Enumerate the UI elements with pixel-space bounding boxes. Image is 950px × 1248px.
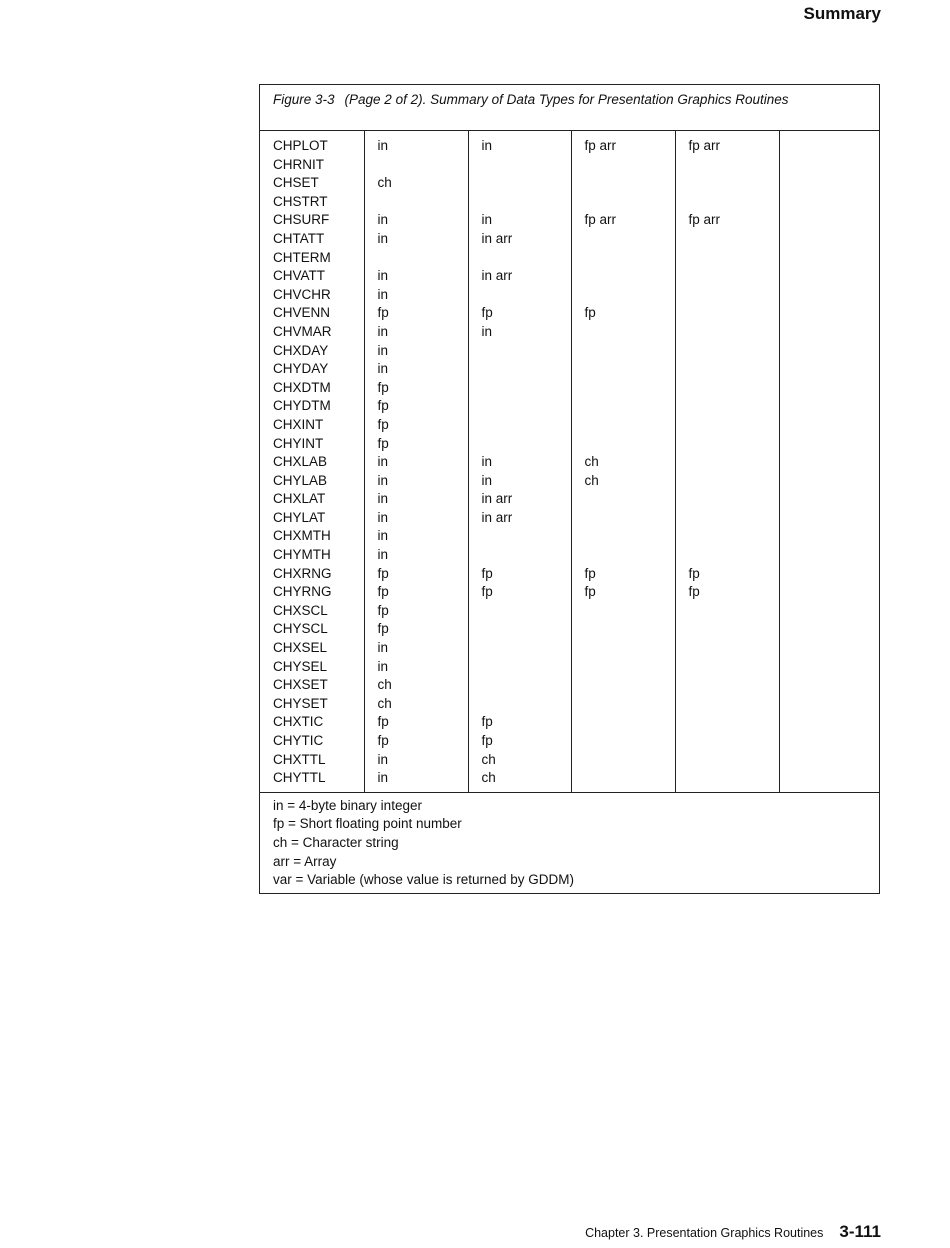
cell-value: fp: [481, 565, 493, 581]
cell-value: [689, 453, 779, 472]
cell-value: [793, 156, 880, 175]
cell-value: in: [377, 770, 389, 786]
routine-name: CHXINT: [273, 416, 324, 432]
cell-value: [585, 379, 675, 398]
data-types-table: [260, 131, 879, 792]
cell-value: [793, 416, 880, 435]
cell-value: [585, 416, 675, 435]
cell-value: [793, 286, 880, 305]
cell-value: ch: [377, 695, 392, 711]
cell-value: fp: [377, 416, 389, 432]
cell-value: [585, 695, 675, 714]
cell-value: [793, 527, 880, 546]
cell-value: [793, 676, 880, 695]
cell-value: [689, 156, 779, 175]
cell-value: [482, 416, 571, 435]
cell-value: [689, 509, 779, 528]
cell-value: [482, 435, 571, 454]
cell-value: [689, 249, 779, 268]
routine-name: CHYMTH: [273, 547, 331, 563]
routine-name: CHXTIC: [273, 714, 324, 730]
cell-value: fp: [584, 305, 596, 321]
routine-name: CHVCHR: [273, 286, 331, 302]
routine-name: CHYSCL: [273, 621, 328, 637]
cell-value: [689, 323, 779, 342]
cell-value: ch: [481, 770, 496, 786]
cell-value: [793, 713, 880, 732]
cell-value: in: [377, 286, 389, 302]
cell-value: [585, 490, 675, 509]
cell-value: [482, 658, 571, 677]
routine-name: CHVATT: [273, 268, 325, 284]
cell-value: in: [377, 212, 389, 228]
routine-name: CHXTTL: [273, 751, 326, 767]
cell-value: [689, 304, 779, 323]
cell-value: in arr: [481, 268, 513, 284]
chapter-title: Chapter 3. Presentation Graphics Routines: [585, 1226, 824, 1240]
routine-name: CHXDTM: [273, 379, 331, 395]
cell-value: [585, 713, 675, 732]
cell-value: [689, 416, 779, 435]
cell-value: [793, 267, 880, 286]
routine-name: CHYLAT: [273, 509, 326, 525]
routine-name: CHTATT: [273, 230, 325, 246]
cell-value: fp: [584, 584, 596, 600]
routine-name: CHSET: [273, 175, 319, 191]
cell-value: ch: [377, 677, 392, 693]
cell-value: [585, 435, 675, 454]
cell-value: [689, 193, 779, 212]
cell-value: [793, 397, 880, 416]
cell-value: [793, 769, 880, 788]
cell-value: fp arr: [584, 138, 617, 153]
cell-value: [689, 676, 779, 695]
cell-value: [793, 137, 880, 156]
cell-value: in: [481, 323, 493, 339]
cell-value: [585, 286, 675, 305]
cell-value: in: [377, 751, 389, 767]
param-2-column: [468, 131, 571, 792]
routine-name: CHYSET: [273, 695, 328, 711]
cell-value: [585, 658, 675, 677]
cell-value: [585, 620, 675, 639]
cell-value: ch: [481, 751, 496, 767]
cell-value: [482, 174, 571, 193]
cell-value: in arr: [481, 230, 513, 246]
cell-value: [793, 360, 880, 379]
cell-value: fp: [377, 584, 389, 600]
cell-value: fp arr: [688, 138, 721, 153]
cell-value: in: [481, 138, 493, 153]
cell-value: [585, 639, 675, 658]
cell-value: [689, 435, 779, 454]
cell-value: [482, 379, 571, 398]
cell-value: [482, 639, 571, 658]
cell-value: fp: [377, 565, 389, 581]
cell-value: [482, 193, 571, 212]
cell-value: [585, 397, 675, 416]
cell-value: in: [377, 454, 389, 470]
cell-value: in: [377, 528, 389, 544]
routine-name: CHYDAY: [273, 361, 329, 377]
cell-value: [793, 193, 880, 212]
cell-value: in arr: [481, 491, 513, 507]
cell-value: [793, 695, 880, 714]
routine-name-column: [260, 131, 364, 792]
legend: [260, 792, 879, 893]
cell-value: [689, 620, 779, 639]
param-5-column: [779, 131, 879, 792]
cell-value: [689, 602, 779, 621]
cell-value: in: [377, 268, 389, 284]
legend-item: fp = Short floating point number: [273, 816, 462, 832]
cell-value: fp: [584, 565, 596, 581]
running-title: Summary: [803, 4, 881, 23]
routine-name: CHXSEL: [273, 640, 328, 656]
cell-value: [585, 230, 675, 249]
cell-value: [585, 193, 675, 212]
legend-item: arr = Array: [273, 853, 337, 869]
legend-item: ch = Character string: [273, 834, 399, 850]
cell-value: [793, 620, 880, 639]
cell-value: fp: [377, 621, 389, 637]
cell-value: fp arr: [584, 212, 617, 228]
cell-value: [793, 658, 880, 677]
cell-value: [585, 174, 675, 193]
routine-name: CHXDAY: [273, 342, 329, 358]
cell-value: [793, 639, 880, 658]
cell-value: [585, 527, 675, 546]
page-number: 3-111: [839, 1222, 881, 1241]
cell-value: [378, 156, 468, 175]
cell-value: [482, 695, 571, 714]
cell-value: in: [377, 509, 389, 525]
cell-value: [585, 360, 675, 379]
cell-value: [482, 602, 571, 621]
cell-value: fp: [377, 398, 389, 414]
cell-value: [482, 676, 571, 695]
cell-value: fp: [377, 714, 389, 730]
cell-value: [793, 379, 880, 398]
cell-value: in: [377, 230, 389, 246]
figure-caption: [260, 85, 879, 131]
routine-name: CHYINT: [273, 435, 324, 451]
cell-value: fp: [377, 602, 389, 618]
cell-value: in: [377, 547, 389, 563]
cell-value: [689, 732, 779, 751]
cell-value: in: [481, 454, 493, 470]
cell-value: [793, 732, 880, 751]
cell-value: fp arr: [688, 212, 721, 228]
cell-value: fp: [481, 305, 493, 321]
cell-value: fp: [481, 714, 493, 730]
cell-value: [793, 546, 880, 565]
cell-value: [793, 602, 880, 621]
cell-value: [793, 435, 880, 454]
cell-value: [378, 193, 468, 212]
cell-value: fp: [688, 565, 700, 581]
cell-value: fp: [481, 733, 493, 748]
cell-value: [793, 174, 880, 193]
cell-value: [793, 249, 880, 268]
routine-name: CHXLAB: [273, 454, 328, 470]
cell-value: [482, 249, 571, 268]
cell-value: [585, 342, 675, 361]
cell-value: [482, 360, 571, 379]
cell-value: [482, 397, 571, 416]
cell-value: [689, 342, 779, 361]
cell-value: [689, 286, 779, 305]
routine-name: CHYTIC: [273, 733, 324, 748]
routine-name: CHPLOT: [273, 138, 328, 153]
cell-value: [585, 156, 675, 175]
cell-value: fp: [377, 379, 389, 395]
cell-value: [585, 546, 675, 565]
cell-value: [793, 472, 880, 491]
cell-value: [793, 583, 880, 602]
cell-value: [585, 249, 675, 268]
cell-value: fp: [481, 584, 493, 600]
cell-value: in: [481, 212, 493, 228]
cell-value: ch: [584, 472, 599, 488]
cell-value: [689, 360, 779, 379]
cell-value: [689, 713, 779, 732]
cell-value: fp: [377, 305, 389, 321]
cell-value: [793, 509, 880, 528]
legend-item: in = 4-byte binary integer: [273, 797, 422, 813]
cell-value: [482, 527, 571, 546]
routine-name: CHTERM: [273, 249, 331, 265]
cell-value: fp: [688, 584, 700, 600]
routine-name: CHXSET: [273, 677, 328, 693]
cell-value: [482, 286, 571, 305]
table-row: [260, 131, 879, 792]
cell-value: in: [481, 472, 493, 488]
cell-value: [378, 249, 468, 268]
cell-value: [585, 676, 675, 695]
cell-value: in: [377, 361, 389, 377]
cell-value: fp: [377, 435, 389, 451]
cell-value: in arr: [481, 509, 513, 525]
cell-value: [585, 509, 675, 528]
routine-name: CHSTRT: [273, 193, 328, 209]
cell-value: [689, 174, 779, 193]
cell-value: [689, 751, 779, 770]
cell-value: [585, 267, 675, 286]
cell-value: [585, 602, 675, 621]
data-types-figure: [259, 84, 880, 894]
routine-name: CHVENN: [273, 305, 331, 321]
cell-value: [793, 342, 880, 361]
param-1-column: [364, 131, 468, 792]
cell-value: [793, 323, 880, 342]
routine-name: CHYLAB: [273, 472, 328, 488]
routine-name: CHYTTL: [273, 770, 326, 786]
cell-value: fp: [377, 733, 389, 748]
cell-value: in: [377, 472, 389, 488]
cell-value: in: [377, 323, 389, 339]
routine-name: CHXLAT: [273, 491, 326, 507]
cell-value: [689, 769, 779, 788]
cell-value: [793, 751, 880, 770]
param-3-column: [571, 131, 675, 792]
cell-value: ch: [584, 454, 599, 470]
routine-name: CHSURF: [273, 212, 330, 228]
cell-value: [482, 620, 571, 639]
routine-name: CHYRNG: [273, 584, 332, 600]
cell-value: [689, 267, 779, 286]
routine-name: CHXRNG: [273, 565, 332, 581]
routine-name: CHYDTM: [273, 398, 331, 414]
cell-value: [689, 546, 779, 565]
cell-value: [482, 546, 571, 565]
cell-value: [689, 230, 779, 249]
routine-name: CHYSEL: [273, 658, 328, 674]
cell-value: [689, 658, 779, 677]
figure-label: Figure 3-3: [273, 92, 335, 107]
cell-value: [585, 732, 675, 751]
routine-name: CHXMTH: [273, 528, 331, 544]
legend-item: var = Variable (whose value is returned by GDDM): [273, 872, 574, 888]
cell-value: [689, 639, 779, 658]
cell-value: in: [377, 138, 389, 153]
routine-name: CHRNIT: [273, 156, 324, 172]
cell-value: [689, 472, 779, 491]
page-footer: [585, 1222, 881, 1242]
cell-value: in: [377, 491, 389, 507]
cell-value: [585, 323, 675, 342]
cell-value: [585, 769, 675, 788]
cell-value: [689, 695, 779, 714]
cell-value: [793, 230, 880, 249]
cell-value: ch: [377, 175, 392, 191]
cell-value: [793, 565, 880, 584]
cell-value: [482, 342, 571, 361]
cell-value: [482, 156, 571, 175]
cell-value: [793, 211, 880, 230]
cell-value: in: [377, 342, 389, 358]
cell-value: [793, 490, 880, 509]
figure-caption-text: (Page 2 of 2). Summary of Data Types for Presentation Graphics Routines: [344, 92, 789, 107]
param-4-column: [675, 131, 779, 792]
cell-value: [793, 453, 880, 472]
cell-value: [585, 751, 675, 770]
cell-value: [689, 490, 779, 509]
cell-value: [689, 397, 779, 416]
cell-value: [689, 527, 779, 546]
cell-value: [689, 379, 779, 398]
routine-name: CHVMAR: [273, 323, 332, 339]
cell-value: [793, 304, 880, 323]
cell-value: in: [377, 658, 389, 674]
routine-name: CHXSCL: [273, 602, 328, 618]
cell-value: in: [377, 640, 389, 656]
